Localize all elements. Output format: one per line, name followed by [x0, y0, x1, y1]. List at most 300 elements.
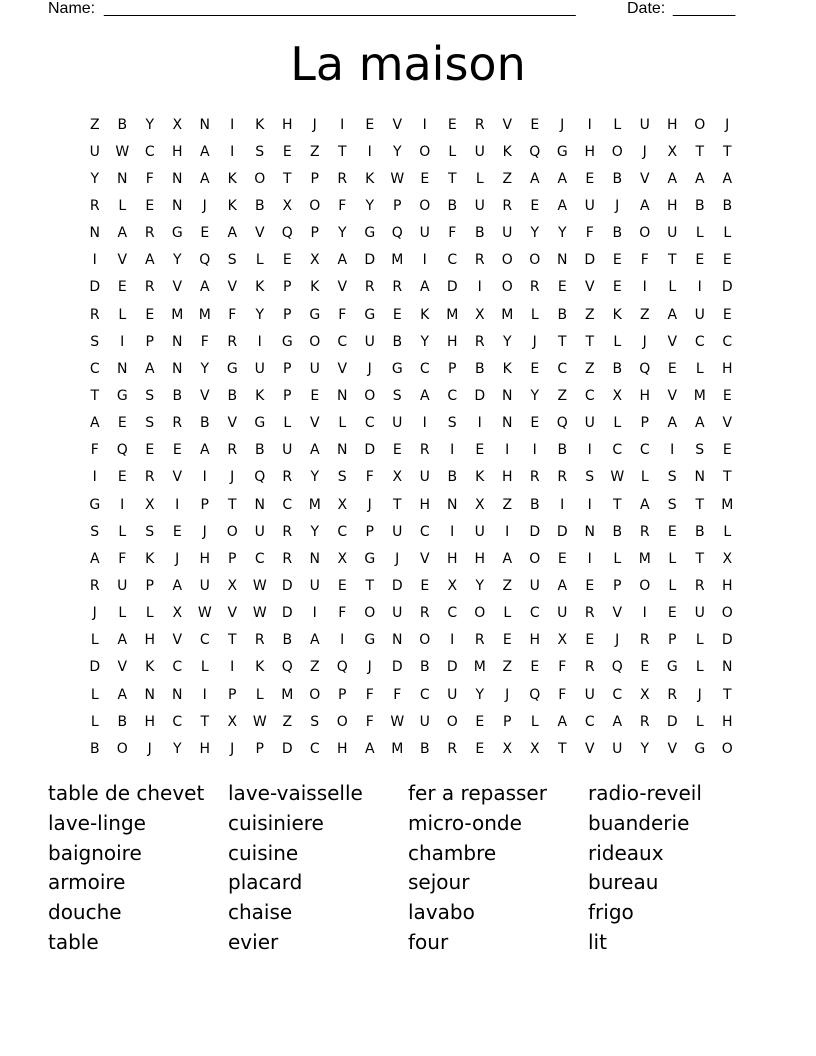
grid-letter: A	[502, 550, 513, 567]
grid-letter: A	[529, 170, 540, 187]
grid-letter: I	[587, 442, 592, 459]
grid-letter: Z	[502, 659, 513, 676]
grid-letter: S	[392, 387, 402, 404]
grid-letter: I	[340, 116, 345, 133]
grid-letter: J	[147, 740, 152, 757]
grid-letter: F	[640, 252, 649, 269]
grid-letter: C	[584, 713, 595, 730]
grid-letter: Q	[391, 225, 403, 242]
grid-letter: X	[282, 197, 293, 214]
grid-letter: N	[117, 170, 128, 187]
grid-letter: Q	[254, 469, 266, 486]
grid-letter: Y	[310, 469, 320, 486]
grid-letter: L	[613, 415, 622, 432]
grid-letter: P	[640, 415, 649, 432]
grid-letter: M	[308, 496, 321, 513]
grid-row	[81, 572, 741, 599]
grid-letter: N	[694, 469, 705, 486]
grid-letter: W	[252, 577, 267, 594]
grid-letter: A	[199, 170, 210, 187]
grid-letter: Z	[557, 387, 568, 404]
grid-letter: L	[90, 686, 99, 703]
grid-letter: D	[446, 279, 458, 296]
grid-letter: R	[474, 116, 485, 133]
grid-letter: C	[419, 686, 430, 703]
grid-letter: A	[419, 279, 430, 296]
grid-letter: B	[254, 197, 265, 214]
grid-letter: X	[392, 469, 403, 486]
grid-letter: C	[612, 686, 623, 703]
grid-letter: R	[584, 605, 595, 622]
grid-letter: A	[199, 442, 210, 459]
grid-letter: B	[529, 496, 540, 513]
grid-letter: Q	[281, 659, 293, 676]
grid-row	[81, 192, 741, 219]
grid-letter: U	[612, 740, 623, 757]
grid-letter: Y	[530, 225, 540, 242]
grid-letter: J	[532, 333, 537, 350]
grid-letter: S	[90, 523, 100, 540]
grid-letter: P	[283, 387, 292, 404]
grid-letter: C	[364, 415, 375, 432]
grid-letter: O	[639, 225, 651, 242]
grid-letter: I	[367, 143, 372, 160]
grid-letter: H	[721, 577, 733, 594]
grid-letter: V	[227, 415, 238, 432]
word-list-item: rideaux	[588, 840, 664, 865]
name-blank-line: _____________________________________________________	[104, 0, 576, 17]
grid-letter: P	[200, 496, 209, 513]
grid-letter: V	[199, 387, 210, 404]
grid-letter: T	[392, 496, 402, 513]
grid-letter: X	[227, 577, 238, 594]
grid-letter: M	[501, 306, 514, 323]
grid-letter: J	[367, 360, 372, 377]
grid-letter: I	[230, 116, 235, 133]
grid-letter: R	[502, 197, 513, 214]
grid-letter: O	[226, 523, 238, 540]
grid-letter: X	[722, 550, 733, 567]
grid-letter: A	[199, 143, 210, 160]
grid-letter: T	[585, 333, 595, 350]
grid-letter: D	[556, 523, 568, 540]
grid-letter: L	[503, 605, 512, 622]
grid-letter: B	[199, 415, 210, 432]
grid-letter: B	[722, 197, 733, 214]
grid-letter: J	[642, 333, 647, 350]
grid-letter: E	[117, 469, 127, 486]
grid-letter: R	[529, 279, 540, 296]
grid-letter: D	[391, 577, 403, 594]
grid-letter: U	[364, 333, 375, 350]
grid-letter: I	[230, 143, 235, 160]
grid-letter: T	[200, 713, 210, 730]
grid-letter: F	[365, 686, 374, 703]
grid-letter: F	[365, 469, 374, 486]
grid-letter: I	[230, 659, 235, 676]
grid-letter: L	[695, 225, 704, 242]
grid-letter: G	[89, 496, 101, 513]
grid-letter: N	[172, 686, 183, 703]
grid-letter: V	[502, 116, 513, 133]
grid-letter: R	[639, 523, 650, 540]
grid-letter: V	[172, 632, 183, 649]
grid-letter: H	[721, 713, 733, 730]
grid-letter: R	[89, 197, 100, 214]
grid-letter: I	[642, 605, 647, 622]
grid-letter: L	[118, 523, 127, 540]
grid-letter: J	[505, 686, 510, 703]
grid-letter: A	[667, 306, 678, 323]
grid-letter: G	[666, 659, 678, 676]
grid-letter: U	[309, 577, 320, 594]
grid-letter: U	[639, 116, 650, 133]
grid-letter: B	[447, 469, 458, 486]
grid-letter: J	[395, 550, 400, 567]
grid-letter: I	[587, 550, 592, 567]
grid-letter: P	[503, 713, 512, 730]
grid-letter: J	[725, 116, 730, 133]
grid-letter: Q	[529, 686, 541, 703]
grid-letter: N	[172, 360, 183, 377]
word-list-item: buanderie	[588, 810, 690, 835]
grid-letter: A	[117, 632, 128, 649]
word-list-item: frigo	[588, 900, 634, 925]
grid-letter: R	[282, 523, 293, 540]
grid-letter: X	[612, 387, 623, 404]
grid-letter: E	[392, 306, 402, 323]
grid-letter: X	[144, 496, 155, 513]
grid-letter: U	[529, 577, 540, 594]
grid-letter: V	[227, 279, 238, 296]
grid-letter: S	[227, 252, 237, 269]
grid-letter: B	[419, 659, 430, 676]
grid-letter: Y	[640, 740, 650, 757]
date-label: Date:	[627, 0, 666, 17]
grid-letter: N	[172, 333, 183, 350]
grid-letter: K	[255, 279, 265, 296]
grid-row	[81, 627, 741, 654]
grid-letter: U	[584, 686, 595, 703]
grid-letter: P	[283, 306, 292, 323]
grid-letter: X	[172, 116, 183, 133]
grid-letter: V	[337, 360, 348, 377]
grid-letter: L	[613, 550, 622, 567]
grid-letter: P	[613, 577, 622, 594]
grid-letter: U	[474, 143, 485, 160]
grid-letter: U	[309, 360, 320, 377]
grid-letter: D	[529, 523, 541, 540]
grid-letter: H	[666, 197, 678, 214]
grid-letter: Z	[309, 659, 320, 676]
grid-letter: V	[419, 550, 430, 567]
word-list-item: chambre	[408, 840, 497, 865]
grid-letter: O	[254, 170, 266, 187]
grid-letter: R	[144, 279, 155, 296]
grid-letter: T	[337, 143, 347, 160]
grid-letter: O	[501, 279, 513, 296]
grid-letter: L	[118, 306, 127, 323]
grid-letter: D	[281, 605, 293, 622]
grid-letter: M	[473, 659, 486, 676]
grid-letter: U	[392, 523, 403, 540]
grid-letter: D	[584, 252, 596, 269]
grid-letter: J	[230, 469, 235, 486]
grid-letter: L	[640, 469, 649, 486]
grid-letter: N	[392, 632, 403, 649]
grid-letter: A	[337, 252, 348, 269]
grid-letter: P	[228, 550, 237, 567]
grid-letter: E	[172, 523, 182, 540]
grid-letter: K	[255, 659, 265, 676]
grid-letter: I	[477, 415, 482, 432]
grid-letter: P	[448, 360, 457, 377]
grid-letter: A	[557, 713, 568, 730]
grid-letter: F	[448, 225, 457, 242]
grid-letter: G	[281, 333, 293, 350]
grid-letter: L	[668, 577, 677, 594]
grid-letter: V	[584, 279, 595, 296]
grid-letter: U	[557, 605, 568, 622]
grid-letter: X	[474, 496, 485, 513]
grid-row	[81, 410, 741, 437]
grid-letter: I	[92, 252, 97, 269]
grid-letter: R	[89, 577, 100, 594]
grid-letter: Y	[420, 333, 430, 350]
grid-row	[81, 600, 741, 627]
grid-letter: F	[228, 306, 237, 323]
grid-letter: U	[474, 197, 485, 214]
grid-letter: E	[530, 659, 540, 676]
grid-letter: O	[446, 713, 458, 730]
grid-letter: D	[391, 659, 403, 676]
grid-letter: Y	[145, 116, 155, 133]
grid-letter: R	[584, 659, 595, 676]
grid-letter: Z	[89, 116, 100, 133]
grid-letter: M	[721, 496, 734, 513]
grid-letter: E	[502, 632, 512, 649]
grid-row	[81, 355, 741, 382]
grid-letter: D	[474, 387, 486, 404]
word-list-item: cuisine	[228, 840, 299, 865]
grid-letter: U	[694, 605, 705, 622]
grid-letter: M	[693, 387, 706, 404]
grid-letter: P	[145, 577, 154, 594]
grid-letter: I	[340, 632, 345, 649]
grid-letter: N	[117, 360, 128, 377]
grid-letter: N	[172, 197, 183, 214]
grid-letter: E	[145, 197, 155, 214]
grid-letter: D	[446, 659, 458, 676]
word-list-item: fer a repasser	[408, 781, 547, 805]
grid-letter: E	[282, 252, 292, 269]
grid-letter: A	[144, 252, 155, 269]
word-list-item: baignoire	[48, 840, 142, 865]
grid-letter: R	[227, 333, 238, 350]
grid-letter: S	[255, 143, 265, 160]
grid-letter: A	[309, 632, 320, 649]
grid-letter: A	[117, 225, 128, 242]
grid-letter: U	[392, 605, 403, 622]
grid-row	[81, 220, 741, 247]
grid-letter: M	[281, 686, 294, 703]
grid-letter: C	[89, 360, 100, 377]
grid-letter: T	[557, 333, 567, 350]
grid-letter: B	[612, 170, 623, 187]
grid-letter: L	[695, 713, 704, 730]
grid-letter: O	[529, 252, 541, 269]
grid-letter: X	[502, 740, 513, 757]
grid-letter: E	[117, 415, 127, 432]
grid-letter: N	[144, 686, 155, 703]
grid-letter: N	[199, 116, 210, 133]
grid-letter: H	[171, 143, 183, 160]
grid-letter: P	[338, 686, 347, 703]
grid-letter: H	[529, 632, 541, 649]
grid-letter: E	[475, 713, 485, 730]
word-list-item: bureau	[588, 870, 659, 895]
grid-letter: J	[615, 197, 620, 214]
grid-letter: J	[312, 116, 317, 133]
grid-letter: U	[447, 686, 458, 703]
grid-row	[81, 382, 741, 409]
grid-letter: P	[310, 170, 319, 187]
word-list-item: douche	[48, 900, 122, 925]
grid-letter: C	[419, 360, 430, 377]
grid-letter: A	[227, 225, 238, 242]
word-list-item: lavabo	[408, 900, 475, 925]
grid-letter: U	[502, 225, 513, 242]
grid-letter: U	[254, 360, 265, 377]
grid-letter: N	[337, 442, 348, 459]
grid-letter: E	[365, 116, 375, 133]
grid-letter: L	[475, 170, 484, 187]
grid-letter: C	[172, 713, 183, 730]
grid-letter: F	[558, 686, 567, 703]
grid-letter: J	[615, 632, 620, 649]
grid-letter: T	[227, 496, 237, 513]
grid-letter: R	[447, 740, 458, 757]
grid-letter: D	[89, 279, 101, 296]
grid-letter: H	[666, 116, 678, 133]
grid-letter: L	[118, 197, 127, 214]
grid-letter: Q	[199, 252, 211, 269]
grid-letter: X	[309, 252, 320, 269]
grid-letter: K	[365, 170, 375, 187]
grid-letter: L	[695, 632, 704, 649]
grid-letter: A	[419, 387, 430, 404]
grid-letter: E	[475, 442, 485, 459]
grid-letter: F	[558, 659, 567, 676]
grid-letter: D	[666, 713, 678, 730]
grid-letter: F	[338, 306, 347, 323]
grid-letter: N	[502, 387, 513, 404]
grid-letter: A	[89, 415, 100, 432]
grid-letter: A	[557, 170, 568, 187]
grid-letter: J	[697, 686, 702, 703]
grid-letter: E	[145, 306, 155, 323]
grid-letter: H	[584, 143, 596, 160]
grid-letter: X	[529, 740, 540, 757]
grid-letter: S	[145, 387, 155, 404]
grid-letter: H	[501, 469, 513, 486]
grid-letter: G	[391, 360, 403, 377]
grid-letter: X	[337, 550, 348, 567]
grid-letter: S	[90, 333, 100, 350]
grid-letter: I	[257, 333, 262, 350]
grid-letter: R	[282, 469, 293, 486]
grid-letter: B	[392, 333, 403, 350]
grid-letter: O	[419, 143, 431, 160]
grid-letter: Z	[282, 713, 293, 730]
grid-letter: I	[587, 496, 592, 513]
grid-letter: Q	[639, 360, 651, 377]
grid-letter: R	[529, 469, 540, 486]
grid-letter: A	[612, 713, 623, 730]
grid-letter: T	[365, 577, 375, 594]
grid-letter: L	[255, 252, 264, 269]
grid-letter: Q	[281, 225, 293, 242]
grid-letter: C	[282, 496, 293, 513]
grid-letter: E	[722, 442, 732, 459]
grid-letter: W	[610, 469, 625, 486]
grid-letter: F	[338, 197, 347, 214]
grid-letter: C	[337, 333, 348, 350]
grid-letter: V	[667, 333, 678, 350]
grid-letter: O	[116, 740, 128, 757]
grid-letter: I	[697, 279, 702, 296]
word-list-item: armoire	[48, 870, 126, 895]
grid-letter: Q	[611, 659, 623, 676]
grid-letter: M	[171, 306, 184, 323]
grid-letter: I	[422, 252, 427, 269]
grid-letter: I	[450, 442, 455, 459]
grid-letter: J	[367, 659, 372, 676]
grid-letter: T	[90, 387, 100, 404]
word-list-item: sejour	[408, 870, 470, 895]
grid-letter: A	[667, 170, 678, 187]
grid-letter: K	[612, 306, 622, 323]
grid-letter: B	[557, 306, 568, 323]
grid-letter: V	[117, 659, 128, 676]
grid-letter: P	[283, 279, 292, 296]
grid-letter: A	[309, 442, 320, 459]
grid-letter: E	[667, 360, 677, 377]
grid-letter: M	[198, 306, 211, 323]
grid-letter: N	[89, 225, 100, 242]
grid-letter: K	[255, 116, 265, 133]
grid-letter: X	[639, 686, 650, 703]
grid-letter: Y	[392, 143, 402, 160]
grid-letter: R	[419, 442, 430, 459]
grid-letter: D	[281, 577, 293, 594]
grid-letter: R	[254, 632, 265, 649]
grid-letter: B	[612, 523, 623, 540]
grid-letter: H	[419, 496, 431, 513]
grid-letter: E	[530, 360, 540, 377]
word-list-item: evier	[228, 929, 279, 954]
grid-letter: T	[722, 686, 732, 703]
grid-letter: E	[722, 252, 732, 269]
grid-letter: C	[557, 360, 568, 377]
grid-letter: T	[227, 632, 237, 649]
grid-letter: I	[312, 605, 317, 622]
grid-letter: Q	[529, 143, 541, 160]
grid-letter: M	[638, 550, 651, 567]
grid-letter: V	[639, 170, 650, 187]
grid-letter: E	[640, 659, 650, 676]
grid-letter: B	[282, 632, 293, 649]
